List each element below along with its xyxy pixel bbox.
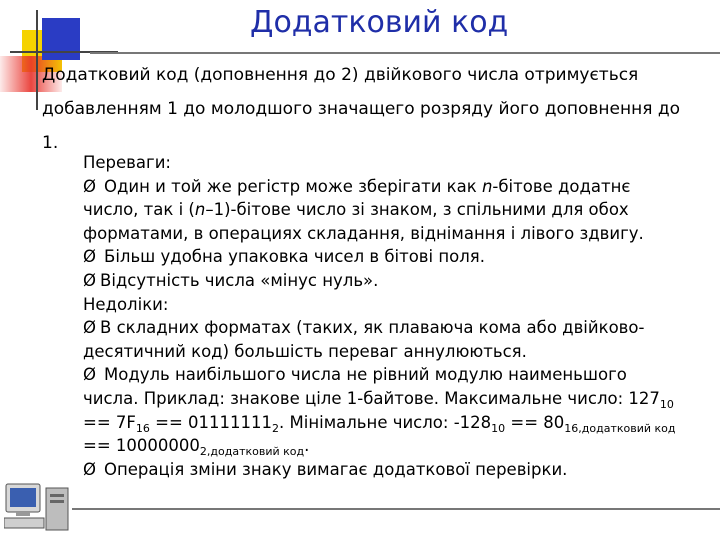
text: -бітове додатнє <box>492 176 631 196</box>
list-item-cont <box>83 387 713 411</box>
arrow-bullet-icon: Ø <box>83 365 96 385</box>
text: Більш удобна упаковка чисел в бітові поля. <box>104 247 485 267</box>
list-item-cont <box>83 198 713 222</box>
text: == 10000000 <box>83 436 200 456</box>
subscript: 2,додатковий код <box>199 445 305 459</box>
text: . <box>304 436 310 456</box>
text: Операція зміни знаку вимагає додаткової перевірки. <box>104 459 568 479</box>
text: –1)-бітове число зі знаком, з спільними для обох <box>205 200 629 220</box>
text: . Мінімальне число: -128 <box>279 412 492 432</box>
text: == 80 <box>505 412 565 432</box>
text: n <box>481 176 493 196</box>
intro-line: Додатковий код (доповнення до 2) двійкового числа отримується <box>42 65 639 85</box>
slide-title: Додатковий код <box>250 5 509 40</box>
arrow-bullet-icon: Ø <box>83 247 96 267</box>
list-item <box>83 245 713 269</box>
list-item-cont: десятичний код) большість переваг аннулюються. <box>83 341 527 361</box>
intro-line: добавленням 1 до молодшого значащего розряду його доповнення до <box>42 99 680 119</box>
intro-line: 1. <box>42 133 59 153</box>
list-item <box>83 269 713 293</box>
list-item-cont <box>83 411 713 435</box>
list-item <box>83 316 713 340</box>
text: число, так і ( <box>83 200 195 220</box>
text: Відсутність числа «мінус нуль». <box>100 270 379 290</box>
list-item <box>83 363 713 387</box>
text: == 01111111 <box>149 412 273 432</box>
arrow-bullet-icon: Ø <box>83 318 96 338</box>
bottom-rule <box>72 508 720 510</box>
content-list <box>83 151 713 481</box>
arrow-bullet-icon: Ø <box>83 459 96 479</box>
subscript: 2 <box>272 421 280 435</box>
subscript: 10 <box>491 421 506 435</box>
text: В складних форматах (таких, як плаваюча кома або двійково- <box>100 318 645 338</box>
advantages-heading: Переваги: <box>83 153 171 172</box>
list-item <box>83 175 713 199</box>
top-rule <box>90 52 720 54</box>
list-item-cont <box>83 434 713 458</box>
disadvantages-heading: Недоліки: <box>83 294 169 314</box>
text: Модуль наибільшого числа не рівний модулю наименьшого <box>104 365 627 385</box>
arrow-bullet-icon: Ø <box>83 176 96 196</box>
text: n <box>194 200 206 220</box>
subscript: 16,додатковий код <box>564 421 676 435</box>
subscript: 16 <box>135 421 150 435</box>
text: Один и той же регістр може зберігати как <box>104 176 482 196</box>
list-item <box>83 458 713 482</box>
text: числа. Приклад: знакове ціле 1-байтове. Максимальне число: 127 <box>83 388 660 408</box>
subscript: 10 <box>659 397 674 411</box>
list-item-cont: форматами, в операциях складання, віднімання і лівого здвигу. <box>83 223 644 243</box>
text: == 7F <box>83 412 136 432</box>
computer-icon <box>4 482 74 538</box>
arrow-bullet-icon: Ø <box>83 270 96 290</box>
intro-paragraph <box>42 58 712 160</box>
